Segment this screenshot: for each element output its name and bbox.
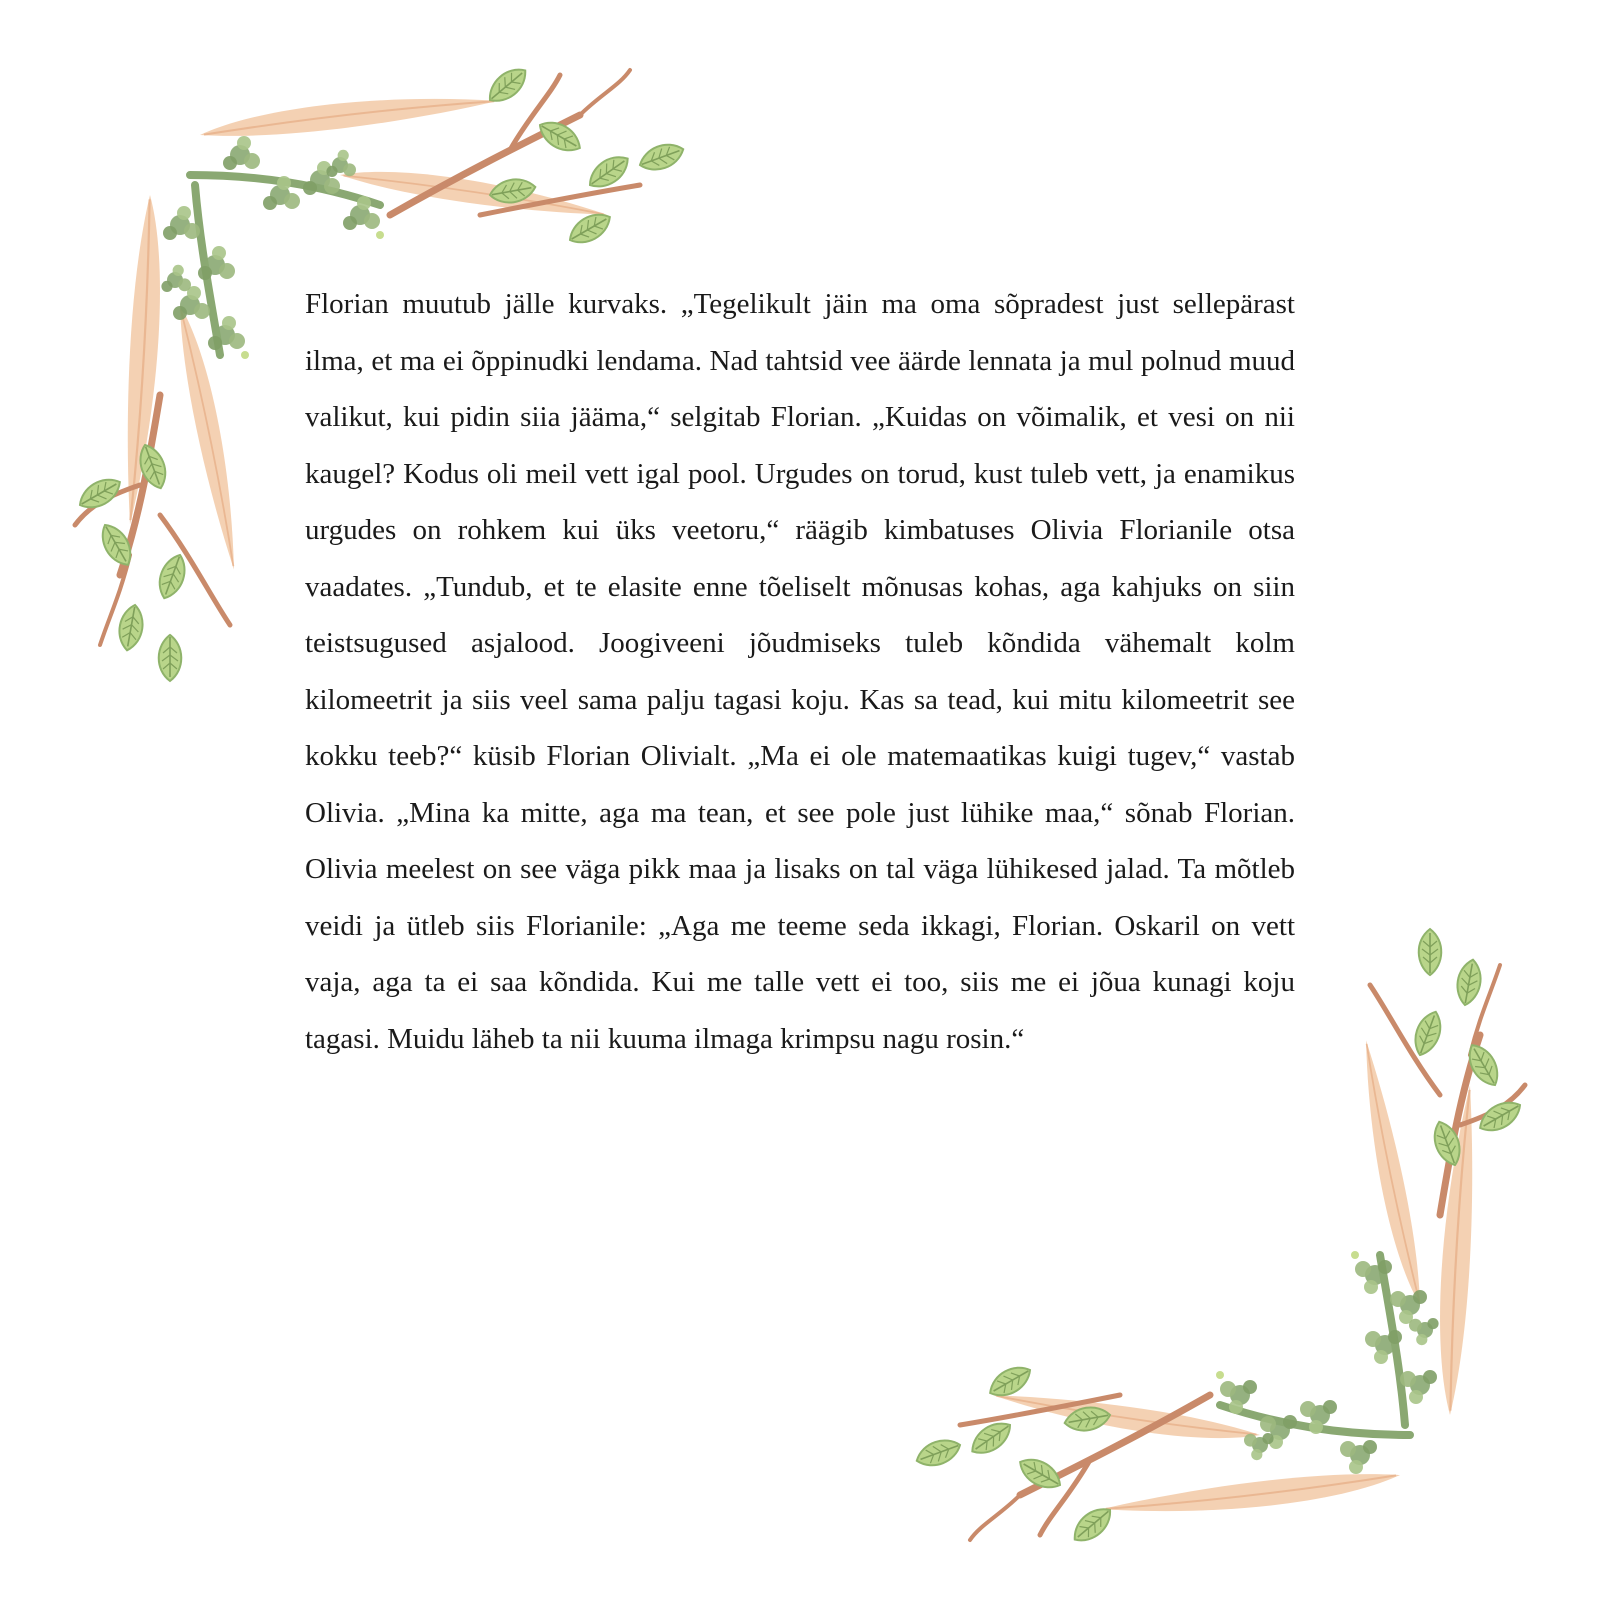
leafy-branch-corner-icon [880,905,1540,1555]
story-paragraph: Florian muutub jälle kurvaks. „Tegelikult jäin ma oma sõpradest just sellepärast ilma, et ma ei õppinudki lendama. Nad tahtsid vee äärde lennata ja mul polnud muud valikut, kui pidin siia jääma,“ selgitab Florian. „Kuidas on võimalik, et vesi on nii kaugel? Kodus oli meil vett igal pool. Urgudes on torud, kust tuleb vett, ja enamikus urgudes on rohkem kui üks veetoru,“ räägib kimbatuses Olivia Florianile otsa vaadates. „Tundub, et te elasite enne tõeliselt mõnusas kohas, aga kahjuks on siin teistsugused asjalood. Joogiveeni jõudmiseks tuleb kõndida vähemalt kolm kilomeetrit ja siis veel sama palju tagasi koju. Kas sa tead, kui mitu kilomeetrit see kokku teeb?“ küsib Florian Olivialt. „Ma ei ole matemaatikas kuigi tugev,“ vastab Olivia. „Mina ka mitte, aga ma tean, et see pole just lühike maa,“ sõnab Florian. Olivia meelest on see väga pikk maa ja lisaks on tal väga lühikesed jalad. Ta mõtleb veidi ja ütleb siis Florianile: „Aga me teeme seda ikkagi, Florian. Oskaril on vett vaja, aga ta ei saa kõndida. Kui me talle vett ei too, siis me ei jõua kunagi koju tagasi. Muidu läheb ta nii kuuma ilmaga krimpsu nagu rosin.“ [305,288,1295,1055]
